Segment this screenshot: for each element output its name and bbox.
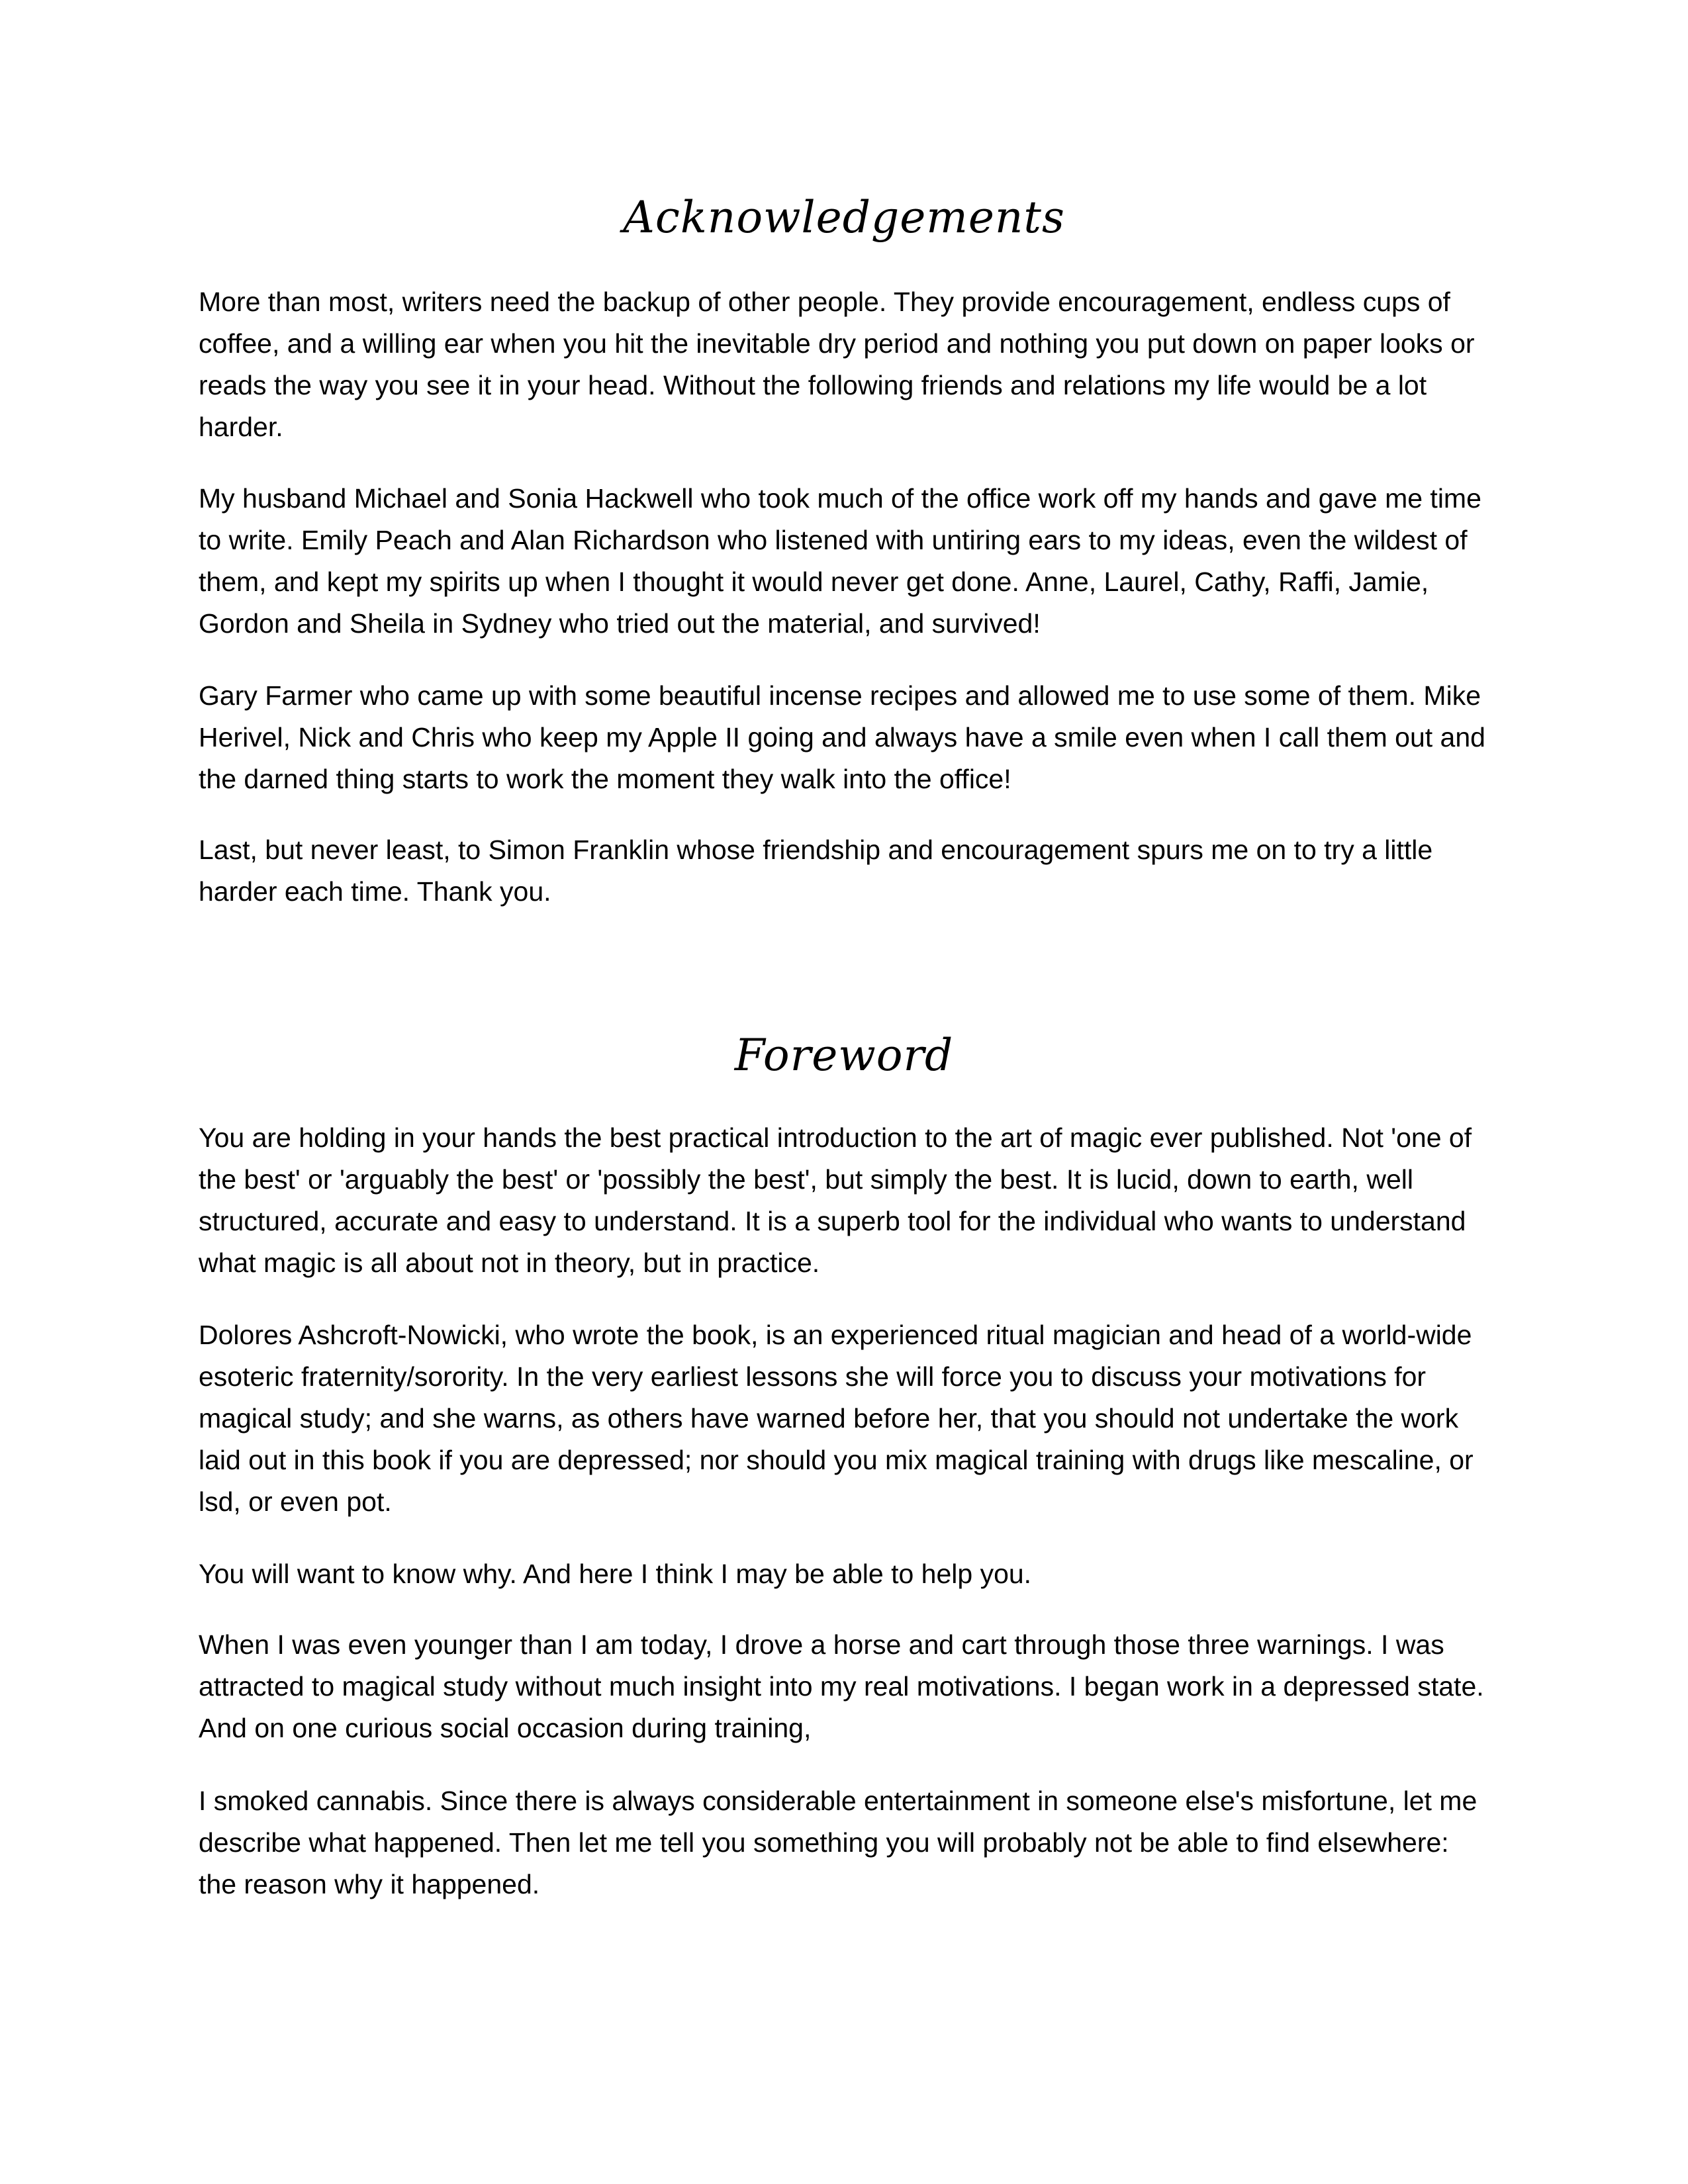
foreword-paragraph-1: You are holding in your hands the best practical introduction to the art of magic ever published. Not 'one of the best' or 'arguably the best' or 'possibly the best', but simply the best. It is lucid, down to earth, well structured, accurate and easy to understand. It is a superb tool for the individual who wants to understand what magic is all about not in theory, but in practice. (199, 1122, 1472, 1278)
acknowledgements-paragraph-1: More than most, writers need the backup of other people. They provide encouragement, endless cups of coffee, and a willing ear when you hit the inevitable dry period and nothing you put down on paper looks or reads the way you see it in your head. Without the following friends and relations my life would be a lot harder. (199, 287, 1475, 442)
foreword-heading: Foreword (734, 1030, 954, 1081)
acknowledgements-paragraph-2: My husband Michael and Sonia Hackwell who took much of the office work off my hands and gave me time to write. Emily Peach and Alan Richardson who listened with untiring ears to my ideas, even the wildest of them, and kept my spirits up when I thought it would never get done. Anne, Laurel, Cathy, Raffi, Jamie, Gordon and Sheila in Sydney who tried out the material, and survived! (199, 483, 1481, 639)
acknowledgements-heading: Acknowledgements (623, 192, 1065, 243)
foreword-paragraph-3: You will want to know why. And here I think I may be able to help you. (199, 1559, 1032, 1589)
foreword-paragraph-2: Dolores Ashcroft-Nowicki, who wrote the book, is an experienced ritual magician and head of a world-wide esoteric fraternity/sorority. In the very earliest lessons she will force you to discuss your motivations for magical study; and she warns, as others have warned before her, that you should not undertake the work laid out in this book if you are depressed; nor should you mix magical training with drugs like mescaline, or lsd, or even pot. (199, 1320, 1474, 1517)
acknowledgements-paragraph-3: Gary Farmer who came up with some beautiful incense recipes and allowed me to use some of them. Mike Herivel, Nick and Chris who keep my Apple II going and always have a smile even when I call them out and the darned thing starts to work the moment they walk into the office! (199, 680, 1485, 794)
foreword-paragraph-4: When I was even younger than I am today, I drove a horse and cart through those three warnings. I was attracted to magical study without much insight into my real motivations. I began work in a depressed state. And on one curious social occasion during training, (199, 1629, 1484, 1743)
acknowledgements-paragraph-4: Last, but never least, to Simon Franklin whose friendship and encouragement spurs me on to try a little harder each time. Thank you. (199, 835, 1433, 907)
foreword-paragraph-5: I smoked cannabis. Since there is always considerable entertainment in someone else's misfortune, let me describe what happened. Then let me tell you something you will probably not be able to find elsewhere: the reason why it happened. (199, 1786, 1477, 1899)
